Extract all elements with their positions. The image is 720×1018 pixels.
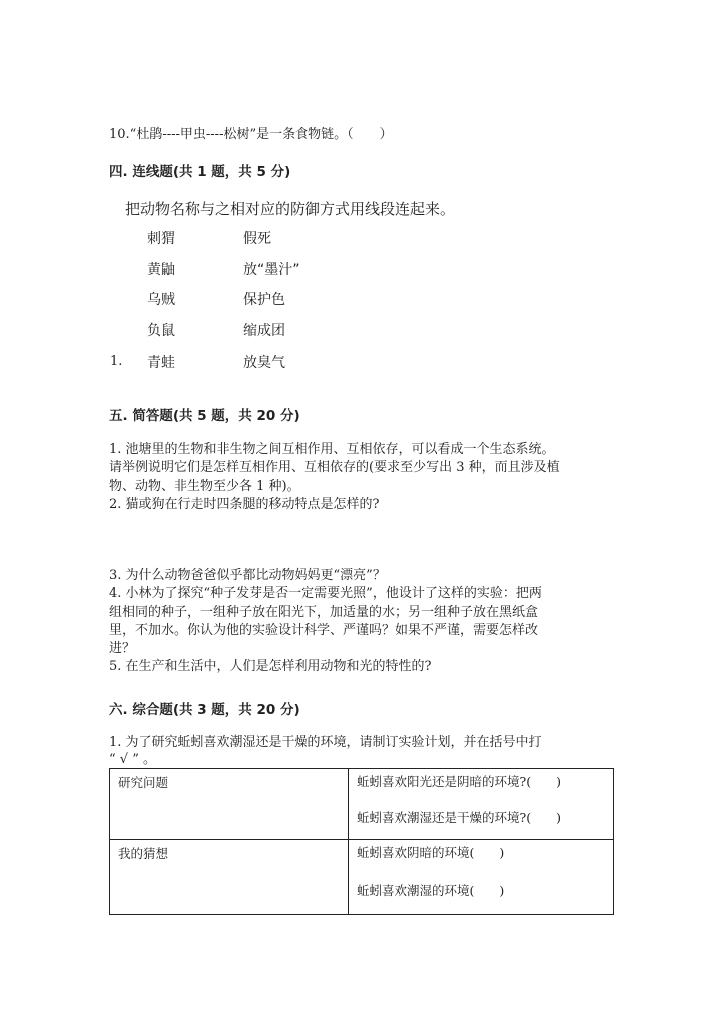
q3: 3. 为什么动物爸爸似乎都比动物妈妈更“漂亮”？: [109, 568, 386, 583]
option: 蚯蚓喜欢潮湿还是干燥的环境?( ): [357, 810, 561, 825]
q5: 5. 在生产和生活中，人们是怎样利用动物和光的特性的?: [109, 659, 432, 675]
short-answer-q1-q2: [109, 441, 619, 514]
option: 蚯蚓喜欢潮湿的环境( ): [357, 883, 505, 898]
defense-item: 放“墨汁”: [243, 262, 300, 278]
q4-line: 组相同的种子，一组种子放在阳光下，加适量的水；另一组种子放在黑纸盒: [109, 604, 539, 620]
q1-line: 1. 池塘里的生物和非生物之间互相作用、互相依存，可以看成一个生态系统。: [109, 442, 555, 457]
experiment-plan-table: [109, 768, 614, 915]
row-options: [349, 769, 614, 840]
defense-item: 缩成团: [243, 323, 285, 339]
section-4-heading: 四. 连线题(共 1 题，共 5 分): [109, 164, 291, 180]
animal-item: 青蛙: [147, 355, 175, 371]
q1-line: 物、动物、非生物至少各 1 种)。: [109, 478, 300, 494]
q4-line: 4. 小林为了探究“种子发芽是否一定需要光照”，他设计了这样的实验：把两: [109, 586, 542, 602]
section-6-heading: 六. 综合题(共 3 题，共 20 分): [109, 702, 300, 718]
option: 蚯蚓喜欢阴暗的环境( ): [357, 845, 505, 860]
defense-item: 假死: [243, 231, 271, 247]
animal-item: 乌贼: [147, 292, 175, 308]
q1-line: “ √ ” 。: [109, 752, 156, 767]
row-label: 我的猜想: [110, 840, 349, 915]
short-answer-q3-q5: [109, 567, 619, 677]
defense-item: 保护色: [243, 292, 285, 308]
comprehensive-q1: [109, 734, 619, 768]
table-row: [110, 840, 614, 915]
animal-item: 黄鼬: [147, 262, 175, 278]
row-options: [349, 840, 614, 915]
q2: 2. 猫或狗在行走时四条腿的移动特点是怎样的?: [109, 496, 380, 512]
row-label: 研究问题: [110, 769, 349, 840]
question-10: 10.“杜鹃----甲虫----松树”是一条食物链。（ ）: [109, 127, 393, 142]
q1-line: 请举例说明它们是怎样互相作用、互相依存的(要求至少写出 3 种，而且涉及植: [109, 460, 560, 476]
section-5-heading: 五. 简答题(共 5 题，共 20 分): [109, 408, 300, 424]
matching-instruction: 把动物名称与之相对应的防御方式用线段连起来。: [125, 200, 456, 218]
table-row: [110, 769, 614, 840]
animal-item: 刺猬: [147, 231, 175, 247]
question-number: 1.: [110, 354, 123, 369]
defense-item: 放臭气: [243, 355, 285, 371]
q4-line: 进？: [109, 641, 136, 657]
option: 蚯蚓喜欢阳光还是阴暗的环境?( ): [357, 774, 561, 789]
animal-item: 负鼠: [147, 323, 175, 339]
q4-line: 里，不加水。你认为他的实验设计科学、严谨吗？如果不严谨，需要怎样改: [109, 622, 539, 638]
q1-line: 1. 为了研究蚯蚓喜欢潮湿还是干燥的环境，请制订实验计划，并在括号中打: [109, 735, 542, 750]
